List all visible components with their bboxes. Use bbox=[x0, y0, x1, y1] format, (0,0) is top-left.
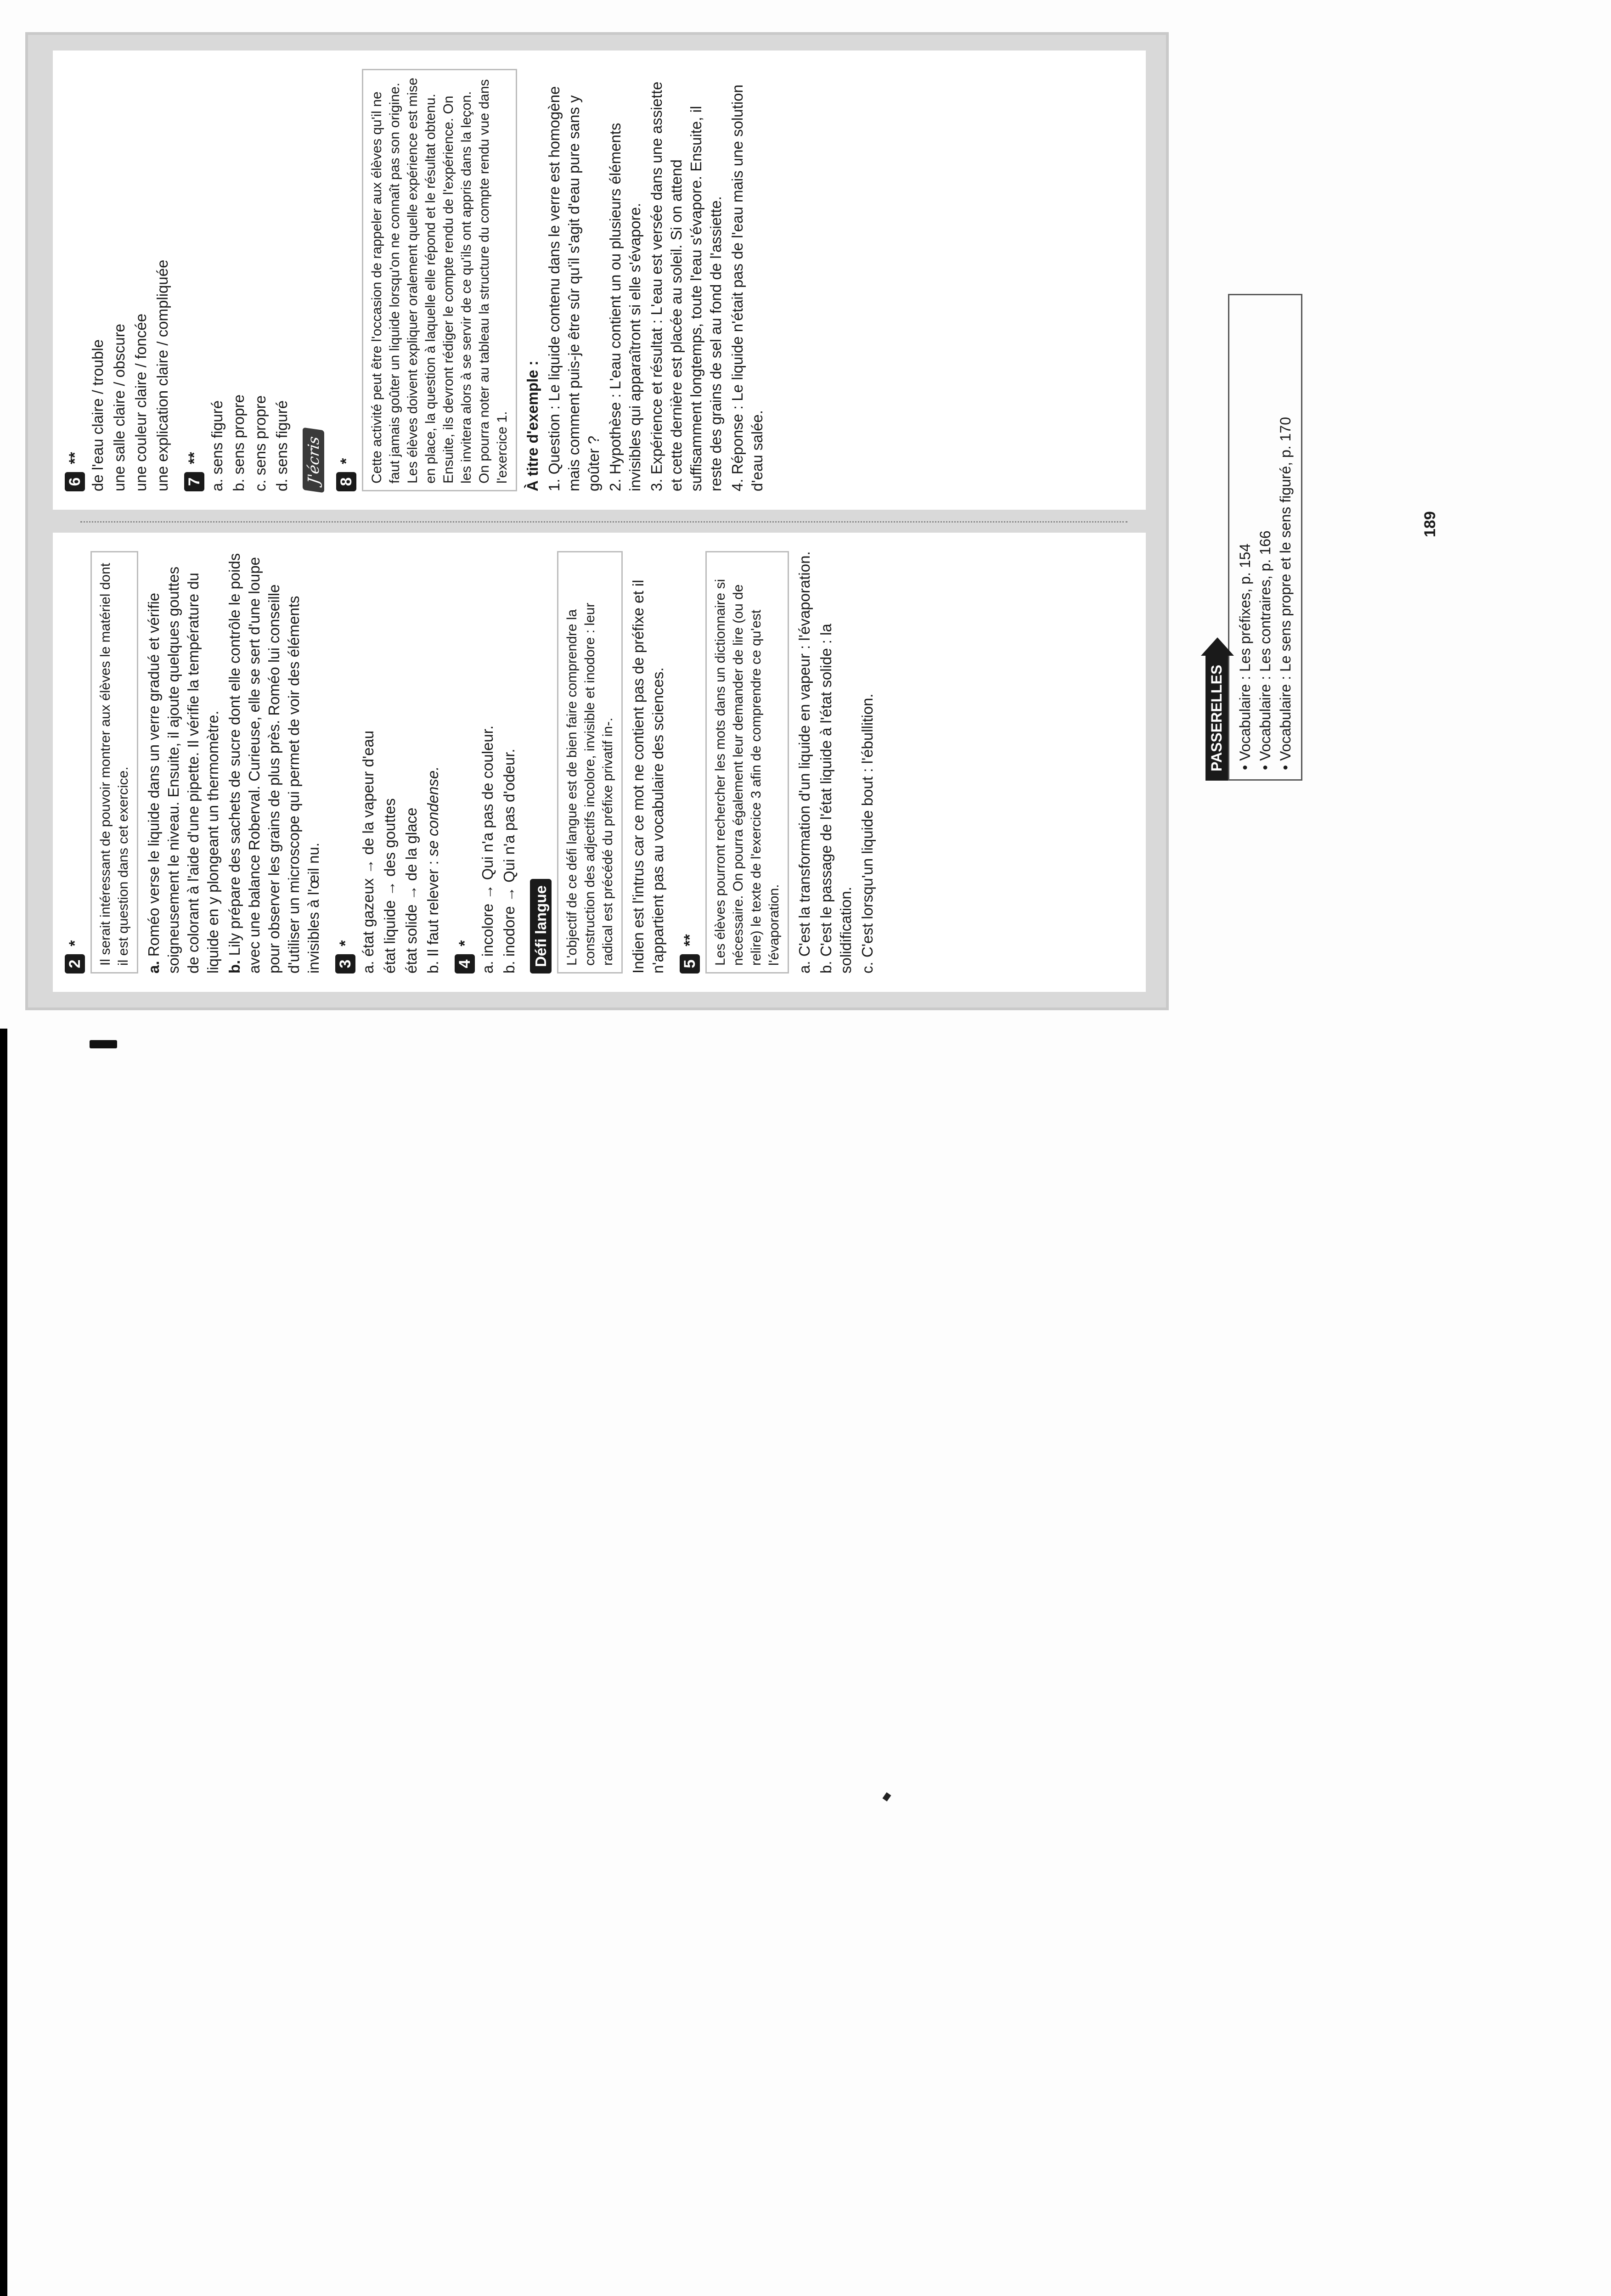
answer-line: de l'eau claire / trouble bbox=[89, 339, 106, 491]
answer-line: a. sens figuré bbox=[208, 400, 225, 491]
scan-border bbox=[0, 1029, 7, 2296]
scan-speck bbox=[882, 1792, 891, 1801]
answer-a: a. Roméo verse le liquide dans un verre gradué et vérifie soigneusement le niveau. Ensuite, il ajoute quelques gouttes de colorant à l'aide d'une pipette. Il vérifie la température du liquide en y plongeant un thermomètre. bbox=[145, 566, 221, 974]
exercise-number: 2 bbox=[65, 954, 85, 974]
example-item: 3. Expérience et résultat : L'eau est versée dans une assiette et cette dernière est placée au soleil. Si on attend suffisamment longtemps, toute l'eau s'évapore. Ensuite, il reste des grains de sel au fond de l'assiette. bbox=[648, 81, 724, 491]
right-column bbox=[53, 51, 1146, 510]
answer-line: état solide → de la glace bbox=[403, 807, 420, 974]
exercise-number: 4 bbox=[455, 954, 475, 974]
passerelles-item: • Vocabulaire : Les contraires, p. 166 bbox=[1257, 530, 1273, 770]
answer-line: une couleur claire / foncée bbox=[132, 313, 149, 491]
passerelles-tag: PASSERELLES bbox=[1205, 656, 1228, 781]
page-number: 189 bbox=[1421, 511, 1439, 537]
example-title: À titre d'exemple : bbox=[524, 360, 541, 491]
answer-b: b. Il faut relever : se condense. bbox=[424, 766, 441, 974]
exercise-8-header bbox=[336, 69, 356, 491]
passerelles-item: • Vocabulaire : Les préfixes, p. 154 bbox=[1237, 543, 1253, 770]
exercise-6-header bbox=[65, 69, 85, 491]
exercise-number: 7 bbox=[184, 472, 204, 491]
answer-line: une salle claire / obscure bbox=[111, 323, 128, 491]
answer-line: état liquide → des gouttes bbox=[381, 798, 398, 974]
rotated-content bbox=[25, 32, 1456, 1010]
exercise-4-header bbox=[455, 551, 475, 974]
exercise-number: 8 bbox=[336, 472, 356, 491]
exercise-number: 6 bbox=[65, 472, 85, 491]
exercise-2-header bbox=[65, 551, 85, 974]
answer-line: c. C'est lorsqu'un liquide bout : l'ébullition. bbox=[859, 693, 876, 974]
exercise-number: 5 bbox=[680, 954, 700, 974]
difficulty-stars: ** bbox=[681, 934, 698, 946]
example-item: 2. Hypothèse : L'eau contient un ou plusieurs éléments invisibles qui apparaîtront si elle s'évapore. bbox=[607, 123, 643, 491]
answer-line: a. C'est la transformation d'un liquide en vapeur : l'évaporation. bbox=[796, 551, 813, 974]
column-divider bbox=[80, 521, 1127, 523]
difficulty-stars: * bbox=[66, 940, 84, 946]
exercise-5-header bbox=[680, 551, 700, 974]
teacher-note: Cette activité peut être l'occasion de rappeler aux élèves qu'il ne faut jamais goûter un liquide lorsqu'on ne connaît pas son origine. Les élèves doivent expliquer oralement quelle expérience est mise en place, la question à laquelle elle répond et le résultat obtenu. Ensuite, ils devront rédiger le compte rendu de l'expérience. On les invitera alors à se servir de ce qu'ils ont appris dans la leçon. On pourra noter au tableau la structure du compte rendu vue dans l'exercice 1. bbox=[362, 69, 517, 491]
passerelles-item: • Vocabulaire : Le sens propre et le sens figuré, p. 170 bbox=[1277, 416, 1294, 770]
difficulty-stars: * bbox=[338, 458, 355, 464]
teacher-note: Il serait intéressant de pouvoir montrer aux élèves le matériel dont il est question dans cet exercice. bbox=[90, 551, 138, 974]
example-item: 1. Question : Le liquide contenu dans le verre est homogène mais comment puis-je être sûr qu'il s'agit d'eau pure sans y goûter ? bbox=[546, 86, 602, 491]
passerelles-box bbox=[1205, 294, 1302, 781]
answer-line: b. C'est le passage de l'état liquide à l'état solide : la solidification. bbox=[817, 624, 854, 974]
answer-line: c. sens propre bbox=[252, 395, 269, 491]
difficulty-stars: * bbox=[456, 940, 473, 946]
difficulty-stars: * bbox=[337, 940, 354, 946]
scan-mark bbox=[90, 1040, 117, 1048]
answer-line: d. sens figuré bbox=[273, 400, 290, 491]
answer-line: b. sens propre bbox=[230, 394, 247, 491]
answer-line: a. état gazeux → de la vapeur d'eau bbox=[360, 730, 377, 974]
exercise-7-header bbox=[184, 69, 204, 491]
difficulty-stars: ** bbox=[186, 452, 203, 464]
example-item: 4. Réponse : Le liquide n'était pas de l'eau mais une solution d'eau salée. bbox=[729, 84, 766, 491]
teacher-note: Les élèves pourront rechercher les mots dans un dictionnaire si nécessaire. On pourra également leur demander de lire (ou de relire) le texte de l'exercice 3 afin de comprendre ce qu'est l'évaporation. bbox=[705, 551, 789, 974]
answer-line: une explication claire / compliquée bbox=[154, 259, 171, 491]
passerelles-list bbox=[1228, 294, 1302, 781]
left-column bbox=[53, 533, 1146, 992]
exercise-number: 3 bbox=[335, 954, 355, 974]
answer-b: b. Lily prépare des sachets de sucre dont elle contrôle le poids avec une balance Roberval. Curieuse, elle se sert d'une loupe pour observer les grains de plus près. Roméo lui conseille d'utiliser un microscope qui permet de voir des éléments invisibles à l'œil nu. bbox=[226, 553, 322, 974]
defi-langue-tag: Défi langue bbox=[530, 879, 552, 974]
answer-line: a. incolore → Qui n'a pas de couleur. bbox=[479, 725, 496, 974]
defi-answer: Indien est l'intrus car ce mot ne contient pas de préfixe et il n'appartient pas au vocabulaire des sciences. bbox=[630, 580, 666, 974]
teacher-note: L'objectif de ce défi langue est de bien faire comprendre la construction des adjectifs incolore, invisible et inodore : leur radical est précédé du préfixe privatif in-. bbox=[557, 551, 623, 974]
jecris-tag: J'écris bbox=[303, 428, 324, 493]
answer-line: b. inodore → Qui n'a pas d'odeur. bbox=[501, 748, 518, 974]
exercise-3-header bbox=[335, 551, 355, 974]
difficulty-stars: ** bbox=[66, 452, 84, 464]
